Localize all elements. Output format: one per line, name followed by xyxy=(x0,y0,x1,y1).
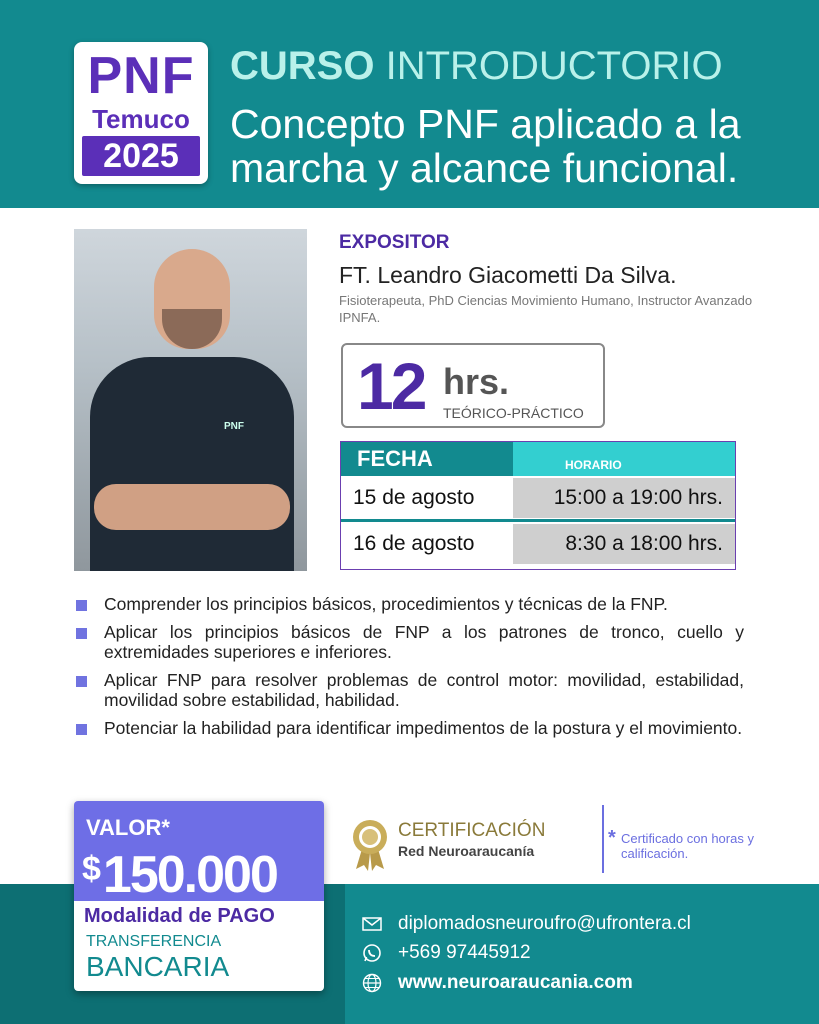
contact-email[interactable] xyxy=(362,911,782,937)
schedule-row xyxy=(341,524,735,564)
hours-type: TEÓRICO-PRÁCTICO xyxy=(443,405,584,421)
schedule-time: 15:00 a 19:00 hrs. xyxy=(513,478,735,518)
hours-box xyxy=(341,343,605,428)
course-type-heading xyxy=(230,44,723,89)
bullet-square-icon xyxy=(76,600,87,611)
objective-text: Aplicar los principios básicos de FNP a los patrones de tronco, cuello y extremidades superiores e inferiores. xyxy=(104,622,744,662)
certification-note: Certificado con horas y calificación. xyxy=(621,831,754,861)
contact-phone[interactable] xyxy=(362,940,782,966)
objective-item xyxy=(76,670,744,710)
speaker-description: Fisioterapeuta, PhD Ciencias Movimiento Humano, Instructor Avanzado IPNFA. xyxy=(339,293,753,325)
certification-note-asterisk: * xyxy=(608,827,616,849)
shirt-logo: PNF xyxy=(224,421,244,432)
price-card xyxy=(74,801,324,991)
logo-temuco-text: Temuco xyxy=(92,104,190,134)
medal-icon xyxy=(350,819,390,871)
speaker-name: FT. Leandro Giacometti Da Silva. xyxy=(339,262,677,288)
bullet-square-icon xyxy=(76,724,87,735)
certification-issuer: Red Neuroaraucanía xyxy=(398,843,535,859)
objective-item xyxy=(76,718,744,738)
price-value: 150.000 xyxy=(102,846,277,904)
email-icon xyxy=(362,914,382,934)
objective-item xyxy=(76,594,744,614)
schedule-row xyxy=(341,478,735,518)
schedule-divider xyxy=(341,519,735,522)
certification-title: CERTIFICACIÓN xyxy=(398,820,546,841)
schedule-header-date: FECHA xyxy=(341,442,513,476)
course-type-bold: CURSO xyxy=(230,44,375,88)
contact-email-text[interactable]: diplomadosneuroufro@ufrontera.cl xyxy=(398,913,691,934)
contact-website-text[interactable]: www.neuroaraucania.com xyxy=(398,972,633,993)
schedule-header-time: HORARIO xyxy=(513,442,735,476)
schedule-table xyxy=(340,441,736,570)
bullet-square-icon xyxy=(76,628,87,639)
schedule-date: 15 de agosto xyxy=(341,478,513,518)
price-asterisk: * xyxy=(161,815,170,840)
schedule-time: 8:30 a 18:00 hrs. xyxy=(513,524,735,564)
globe-icon xyxy=(362,973,382,993)
objective-text: Comprender los principios básicos, procedimientos y técnicas de la FNP. xyxy=(104,594,668,614)
schedule-date: 16 de agosto xyxy=(341,524,513,564)
photo-crossed-arms xyxy=(94,484,290,530)
bullet-square-icon xyxy=(76,676,87,687)
objective-item xyxy=(76,622,744,662)
price-header xyxy=(74,801,324,904)
payment-label: Modalidad de PAGO xyxy=(84,905,275,927)
contact-website[interactable] xyxy=(362,970,782,996)
payment-method-line1: TRANSFERENCIA xyxy=(86,933,222,950)
course-type-regular: INTRODUCTORIO xyxy=(385,44,723,88)
price-label-text: VALOR xyxy=(86,815,162,840)
hours-unit: hrs. xyxy=(443,361,510,402)
pnf-temuco-logo xyxy=(74,42,208,184)
contact-phone-text[interactable]: +569 97445912 xyxy=(398,942,531,963)
payment-method-line2: BANCARIA xyxy=(86,951,230,982)
objective-text: Aplicar FNP para resolver problemas de control motor: movilidad, estabilidad, movilidad sobre estabilidad, habilidad. xyxy=(104,670,744,710)
price-amount xyxy=(82,839,277,905)
logo-pnf-text: PNF xyxy=(87,47,195,105)
hours-number: 12 xyxy=(357,349,425,423)
speaker-label: EXPOSITOR xyxy=(339,232,450,253)
certification-divider xyxy=(602,805,604,873)
speaker-photo xyxy=(74,229,307,571)
price-currency: $ xyxy=(82,850,99,888)
photo-shirt xyxy=(90,357,294,571)
course-title: Concepto PNF aplicado a la marcha y alcance funcional. xyxy=(230,101,741,191)
objective-text: Potenciar la habilidad para identificar impedimentos de la postura y el movimiento. xyxy=(104,718,743,738)
whatsapp-icon xyxy=(362,943,382,963)
logo-year: 2025 xyxy=(82,136,200,176)
price-label xyxy=(86,815,170,841)
objectives-list xyxy=(76,594,744,746)
